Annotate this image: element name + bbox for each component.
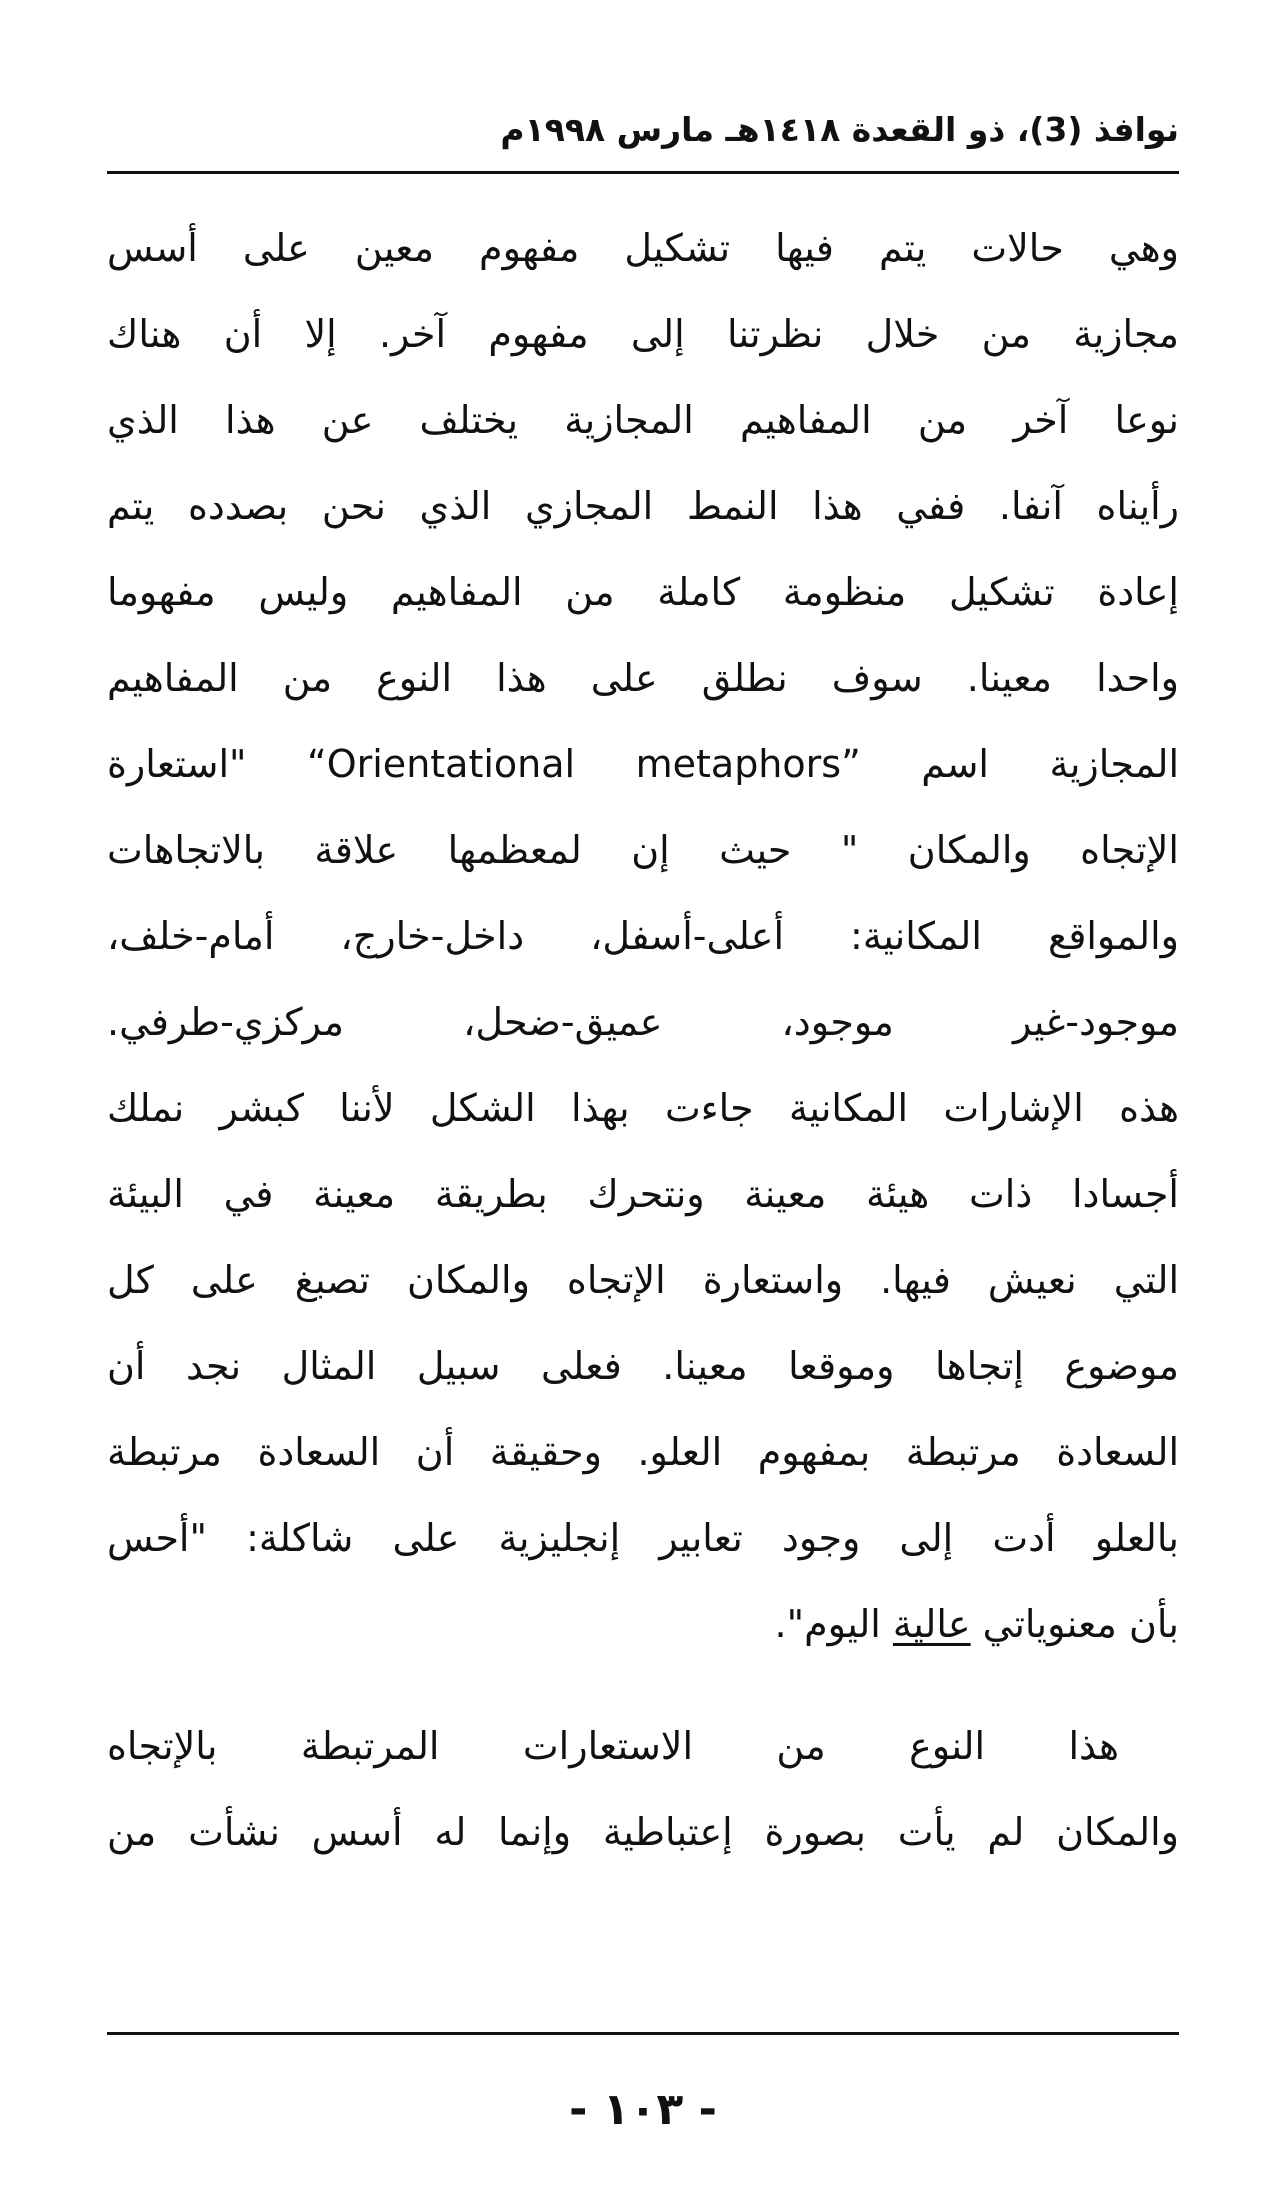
text-line: موجود-غير موجود، عميق-ضحل، مركزي-طرفي. xyxy=(107,1000,1179,1044)
text-line: أجسادا ذات هيئة معينة ونتحرك بطريقة معينة في البيئة xyxy=(107,1172,1179,1216)
paragraph-1 xyxy=(107,205,1179,1667)
text-line: هذه الإشارات المكانية جاءت بهذا الشكل لأننا كبشر نملك xyxy=(107,1086,1179,1130)
page-number: - ١٠٣ - xyxy=(569,2084,717,2135)
paragraph-2 xyxy=(107,1703,1179,1875)
text-line: هذا النوع من الاستعارات المرتبطة بالإتجاه xyxy=(107,1724,1119,1768)
text-line: إعادة تشكيل منظومة كاملة من المفاهيم وليس مفهوما xyxy=(107,570,1179,614)
body-text xyxy=(107,205,1179,1875)
text-line-last xyxy=(107,1581,1179,1667)
paragraph-gap xyxy=(107,1667,1179,1703)
text-line: رأيناه آنفا. ففي هذا النمط المجازي الذي نحن بصدده يتم xyxy=(107,484,1179,528)
running-header: نوافذ (3)، ذو القعدة ١٤١٨هـ مارس ١٩٩٨م xyxy=(500,110,1179,149)
text-segment: بأن معنوياتي xyxy=(970,1602,1179,1646)
text-line: نوعا آخر من المفاهيم المجازية يختلف عن هذا الذي xyxy=(107,398,1179,442)
text-line: المجازية اسم ”Orientational metaphors“ "استعارة xyxy=(107,742,1179,786)
text-line: موضوع إتجاها وموقعا معينا. فعلى سبيل المثال نجد أن xyxy=(107,1344,1179,1388)
text-segment: اليوم". xyxy=(774,1602,893,1646)
text-line: وهي حالات يتم فيها تشكيل مفهوم معين على أسس xyxy=(107,226,1179,270)
text-line: والمواقع المكانية: أعلى-أسفل، داخل-خارج، أمام-خلف، xyxy=(107,914,1179,958)
text-line: والمكان لم يأت بصورة إعتباطية وإنما له أسس نشأت من xyxy=(107,1810,1179,1854)
footer-rule xyxy=(107,2032,1179,2035)
underlined-word: عالية xyxy=(892,1602,971,1646)
text-line: السعادة مرتبطة بمفهوم العلو. وحقيقة أن السعادة مرتبطة xyxy=(107,1430,1179,1474)
header-rule xyxy=(107,171,1179,174)
text-line: التي نعيش فيها. واستعارة الإتجاه والمكان تصبغ على كل xyxy=(107,1258,1179,1302)
text-line: واحدا معينا. سوف نطلق على هذا النوع من المفاهيم xyxy=(107,656,1179,700)
text-line: مجازية من خلال نظرتنا إلى مفهوم آخر. إلا أن هناك xyxy=(107,312,1179,356)
text-line: الإتجاه والمكان " حيث إن لمعظمها علاقة بالاتجاهات xyxy=(107,828,1179,872)
text-line: بالعلو أدت إلى وجود تعابير إنجليزية على شاكلة: "أحس xyxy=(107,1516,1179,1560)
